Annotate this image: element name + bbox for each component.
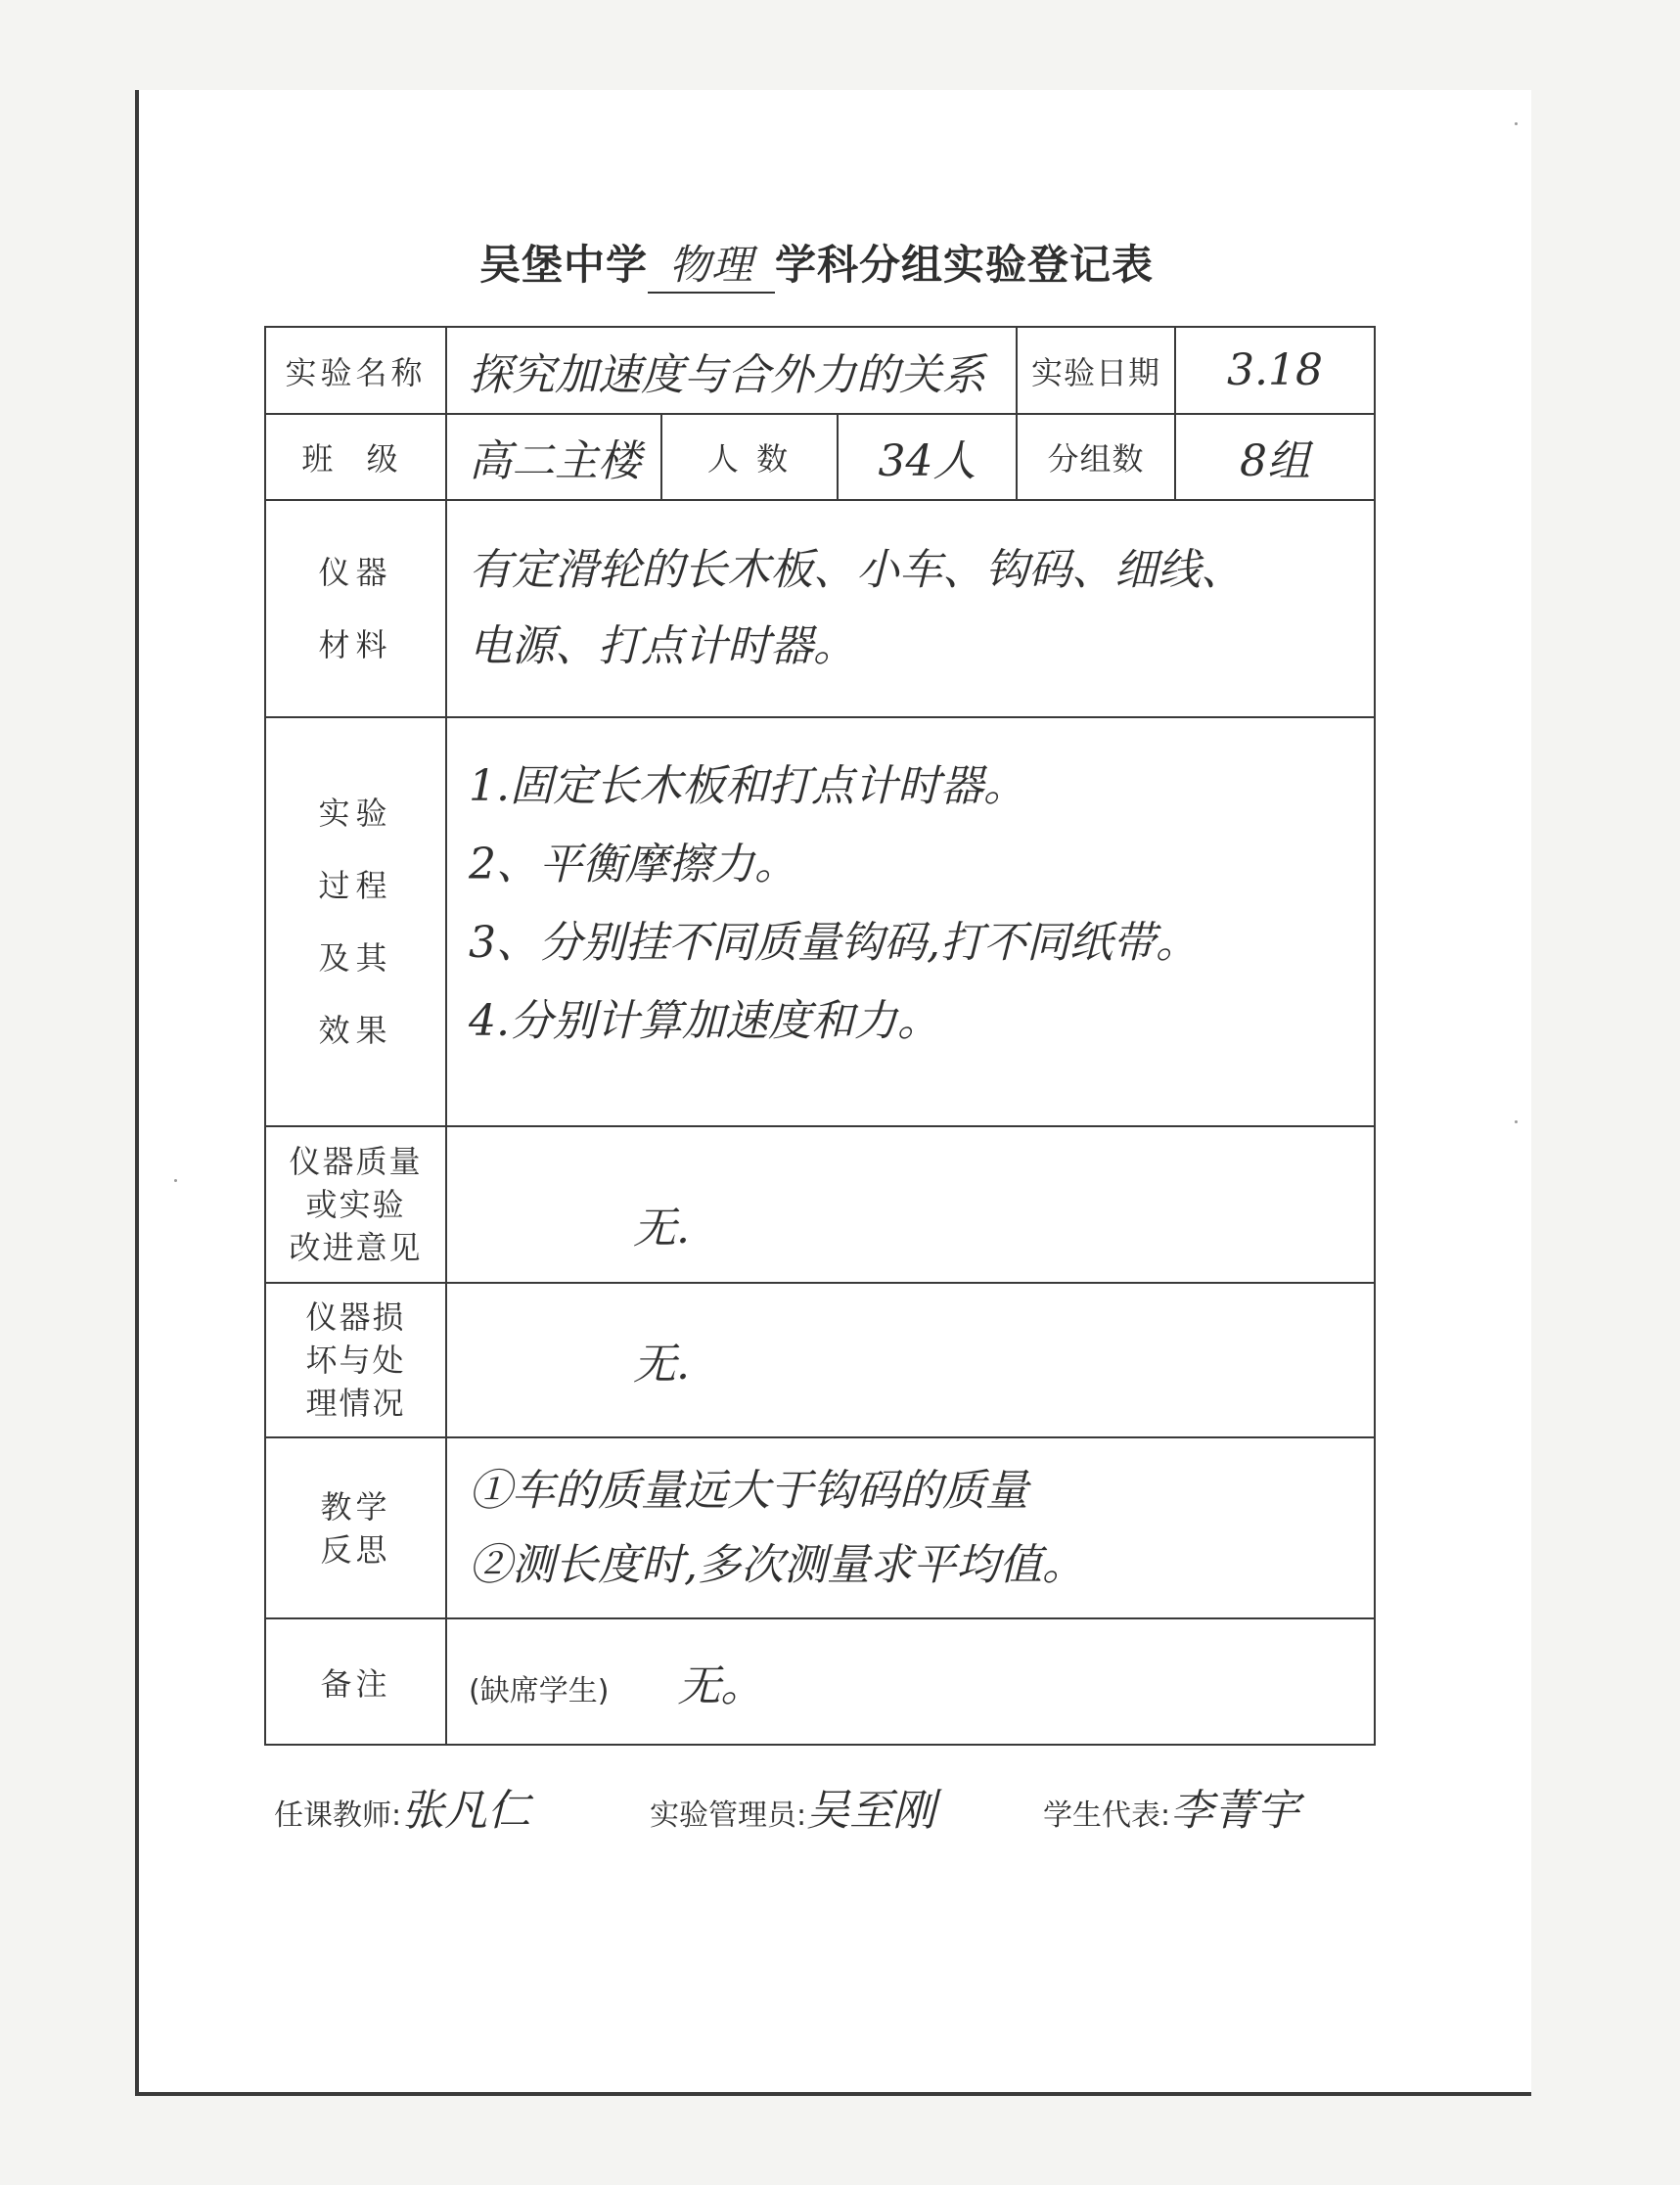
title-prefix: 吴堡中学 — [479, 241, 649, 289]
teacher-label: 任课教师: — [274, 1798, 402, 1833]
quality-value: 无. — [446, 1126, 1375, 1283]
experiment-date-value: 3.18 — [1175, 327, 1375, 414]
damage-label — [265, 1283, 446, 1437]
row-quality — [265, 1126, 1375, 1283]
remarks-value: 无。 — [677, 1661, 764, 1711]
damage-label-line: 仪器损 — [305, 1298, 406, 1336]
title-subject: 物理 — [648, 233, 775, 294]
row-remarks — [265, 1618, 1375, 1745]
remarks-note: (缺席学生) — [469, 1673, 610, 1708]
materials-label — [265, 500, 446, 717]
student-signature — [1043, 1775, 1299, 1838]
scan-speck — [1515, 122, 1518, 125]
row-process — [265, 717, 1375, 1126]
damage-label-line: 坏与处 — [305, 1342, 406, 1379]
experiment-date-label: 实验日期 — [1017, 327, 1175, 414]
title-suffix: 学科分组实验登记表 — [775, 241, 1155, 289]
row-class — [265, 414, 1375, 500]
reflection-label — [265, 1437, 446, 1618]
reflection-line: ①车的质量远大于钩码的质量 — [469, 1465, 1028, 1516]
process-line: 1.固定长木板和打点计时器。 — [469, 761, 1026, 811]
process-value — [446, 717, 1375, 1126]
quality-label-line: 或实验 — [305, 1186, 406, 1223]
reflection-line: ②测长度时,多次测量求平均值。 — [469, 1539, 1085, 1590]
quality-label-line: 仪器质量 — [289, 1143, 423, 1180]
process-label-line: 过程 — [318, 867, 393, 904]
process-label-line: 及其 — [318, 939, 393, 977]
materials-label-line: 仪器 — [318, 554, 393, 591]
quality-label — [265, 1126, 446, 1283]
admin-signature — [650, 1775, 935, 1838]
groups-label: 分组数 — [1017, 414, 1175, 500]
process-label-line: 效果 — [318, 1012, 393, 1049]
experiment-name-label: 实验名称 — [265, 327, 446, 414]
reflection-label-line: 反思 — [320, 1530, 391, 1569]
quality-label-line: 改进意见 — [289, 1229, 423, 1266]
remarks-label: 备注 — [265, 1618, 446, 1745]
process-line: 2、平衡摩擦力。 — [469, 840, 797, 889]
materials-value — [446, 500, 1375, 717]
people-label: 人 数 — [661, 414, 838, 500]
materials-line: 有定滑轮的长木板、小车、钩码、细线、 — [469, 545, 1244, 595]
damage-value: 无. — [446, 1283, 1375, 1437]
class-label: 班 级 — [265, 414, 446, 500]
scan-speck — [1515, 1120, 1518, 1123]
row-damage — [265, 1283, 1375, 1437]
process-line: 4.分别计算加速度和力。 — [469, 996, 940, 1046]
damage-label-line: 理情况 — [305, 1385, 406, 1422]
registration-table — [264, 326, 1376, 1746]
scan-speck — [174, 1179, 177, 1182]
reflection-value — [446, 1437, 1375, 1618]
reflection-label-line: 教学 — [320, 1487, 391, 1525]
process-label-line: 实验 — [318, 795, 393, 832]
student-label: 学生代表: — [1043, 1798, 1171, 1833]
row-reflection — [265, 1437, 1375, 1618]
materials-line: 电源、打点计时器。 — [469, 621, 856, 671]
teacher-name: 张凡仁 — [401, 1786, 531, 1836]
row-experiment-name — [265, 327, 1375, 414]
class-value: 高二主楼 — [446, 414, 661, 500]
row-materials — [265, 500, 1375, 717]
form-title — [479, 233, 1154, 294]
process-label — [265, 717, 446, 1126]
experiment-name-value: 探究加速度与合外力的关系 — [446, 327, 1017, 414]
student-name: 李菁宇 — [1170, 1786, 1300, 1836]
remarks-cell — [446, 1618, 1375, 1745]
admin-label: 实验管理员: — [650, 1798, 807, 1833]
process-line: 3、分别挂不同质量钩码,打不同纸带。 — [469, 918, 1199, 968]
materials-label-line: 材料 — [318, 626, 393, 663]
groups-value: 8组 — [1175, 414, 1375, 500]
admin-name: 吴至刚 — [806, 1786, 936, 1836]
teacher-signature — [274, 1775, 530, 1838]
people-value: 34人 — [838, 414, 1017, 500]
